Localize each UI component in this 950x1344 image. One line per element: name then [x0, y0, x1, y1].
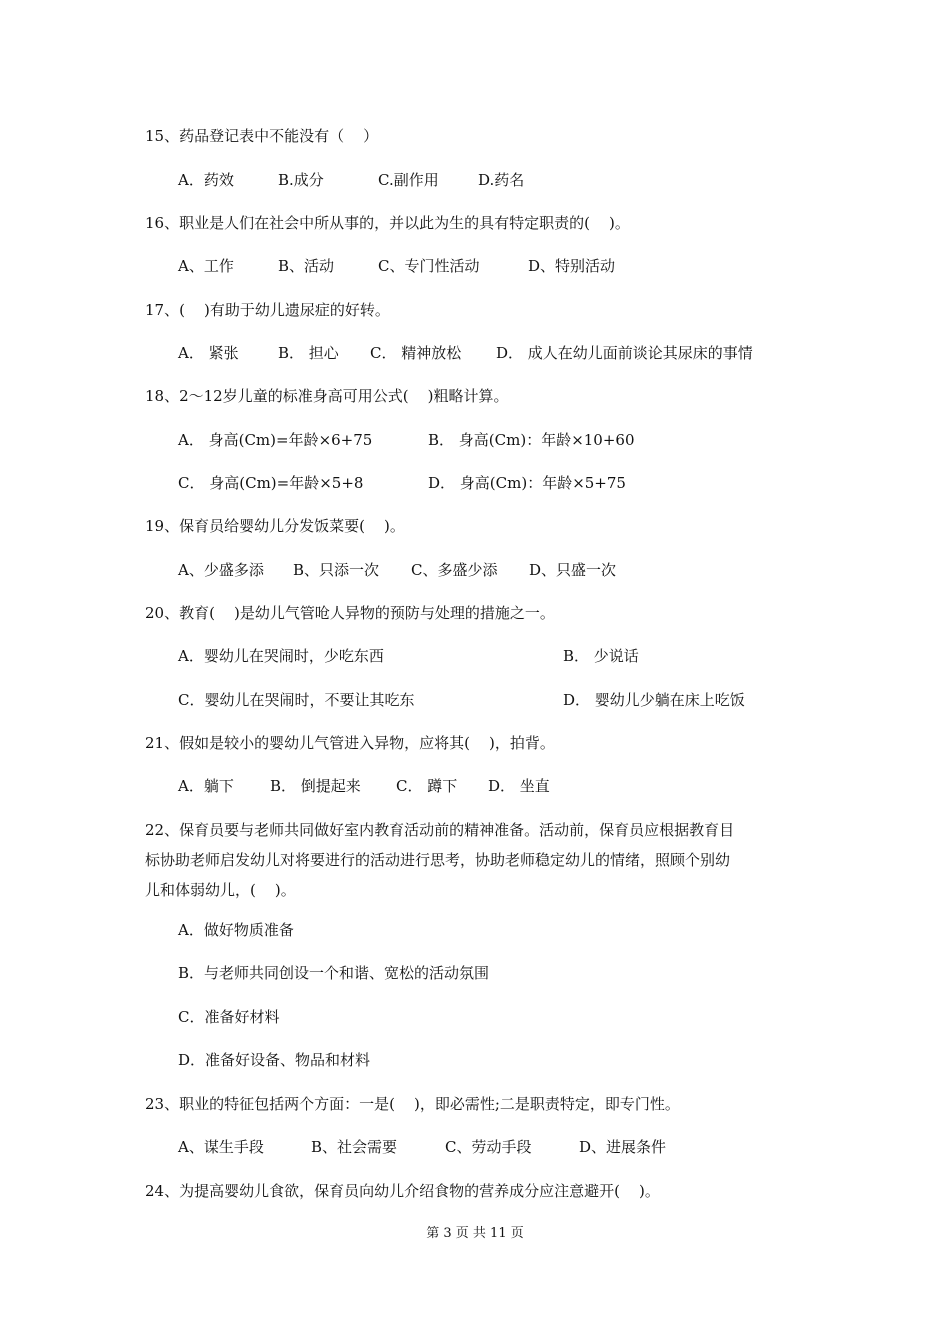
option-c: C．婴幼儿在哭闹时，不要让其吃东	[178, 691, 415, 709]
question-17-stem: 17、( )有助于幼儿遗尿症的好转。	[145, 301, 390, 319]
question-24-stem: 24、为提高婴幼儿食欲，保育员向幼儿介绍食物的营养成分应注意避开( )。	[145, 1182, 660, 1200]
option-d: D． 坐直	[488, 777, 550, 795]
question-22-option-d: D．准备好设备、物品和材料	[178, 1051, 371, 1069]
option-b: B、社会需要	[311, 1138, 398, 1156]
question-23-options	[0, 1134, 950, 1160]
question-19-options	[0, 557, 950, 583]
option-a: A． 身高(Cm)=年龄×6+75	[178, 431, 373, 449]
question-15-options	[0, 167, 950, 193]
question-19-stem: 19、保育员给婴幼儿分发饭菜要( )。	[145, 517, 405, 535]
option-c: C、多盛少添	[411, 561, 498, 579]
question-22-stem-line2: 标协助老师启发幼儿对将要进行的活动进行思考，协助老师稳定幼儿的情绪，照顾个别幼	[145, 851, 731, 869]
question-15-stem: 15、药品登记表中不能没有（ ）	[145, 127, 379, 145]
question-18-stem: 18、2～12岁儿童的标准身高可用公式( )粗略计算。	[145, 387, 509, 405]
option-b: B.成分	[278, 171, 324, 189]
question-22-option-b: B．与老师共同创设一个和谐、宽松的活动氛围	[178, 964, 490, 982]
question-18-options-row1	[0, 427, 950, 453]
option-a: A．药效	[178, 171, 234, 189]
question-18-options-row2	[0, 470, 950, 496]
question-22-option-a: A．做好物质准备	[178, 921, 294, 939]
question-22-option-c: C．准备好材料	[178, 1008, 280, 1026]
option-a: A、谋生手段	[178, 1138, 264, 1156]
question-22-stem-line1: 22、保育员要与老师共同做好室内教育活动前的精神准备。活动前，保育员应根据教育目	[145, 821, 735, 839]
option-a: A．婴幼儿在哭闹时，少吃东西	[178, 647, 384, 665]
option-c: C、专门性活动	[378, 257, 480, 275]
option-a: A．躺下	[178, 777, 234, 795]
option-b: B． 担心	[278, 344, 339, 362]
option-b: B． 倒提起来	[270, 777, 361, 795]
question-20-options-row2	[0, 687, 950, 713]
question-17-options	[0, 340, 950, 366]
option-a: A、工作	[178, 257, 234, 275]
option-b: B、活动	[278, 257, 335, 275]
option-c: C． 精神放松	[370, 344, 462, 362]
question-20-options-row1	[0, 643, 950, 669]
option-d: D、特别活动	[528, 257, 616, 275]
option-d: D、只盛一次	[529, 561, 617, 579]
option-a: A、少盛多添	[178, 561, 264, 579]
question-16-stem: 16、职业是人们在社会中所从事的，并以此为生的具有特定职责的( )。	[145, 214, 630, 232]
option-d: D.药名	[478, 171, 525, 189]
option-b: B． 少说话	[563, 647, 639, 665]
question-21-options	[0, 773, 950, 799]
option-c: C.副作用	[378, 171, 439, 189]
option-d: D、进展条件	[579, 1138, 667, 1156]
page-number-footer: 第 3 页 共 11 页	[426, 1226, 524, 1241]
option-d: D． 成人在幼儿面前谈论其尿床的事情	[496, 344, 753, 362]
option-b: B、只添一次	[293, 561, 380, 579]
option-a: A． 紧张	[178, 344, 239, 362]
question-20-stem: 20、教育( )是幼儿气管呛人异物的预防与处理的措施之一。	[145, 604, 555, 622]
option-c: C、劳动手段	[445, 1138, 532, 1156]
question-16-options	[0, 253, 950, 279]
question-22-stem-line3: 儿和体弱幼儿，( )。	[145, 881, 296, 899]
option-d: D． 身高(Cm)：年龄×5+75	[428, 474, 626, 492]
option-d: D． 婴幼儿少躺在床上吃饭	[563, 691, 745, 709]
question-23-stem: 23、职业的特征包括两个方面：一是( )，即必需性;二是职责特定，即专门性。	[145, 1095, 680, 1113]
option-b: B． 身高(Cm)：年龄×10+60	[428, 431, 635, 449]
option-c: C． 身高(Cm)=年龄×5+8	[178, 474, 364, 492]
question-21-stem: 21、假如是较小的婴幼儿气管进入异物，应将其( )，拍背。	[145, 734, 555, 752]
option-c: C． 蹲下	[396, 777, 458, 795]
